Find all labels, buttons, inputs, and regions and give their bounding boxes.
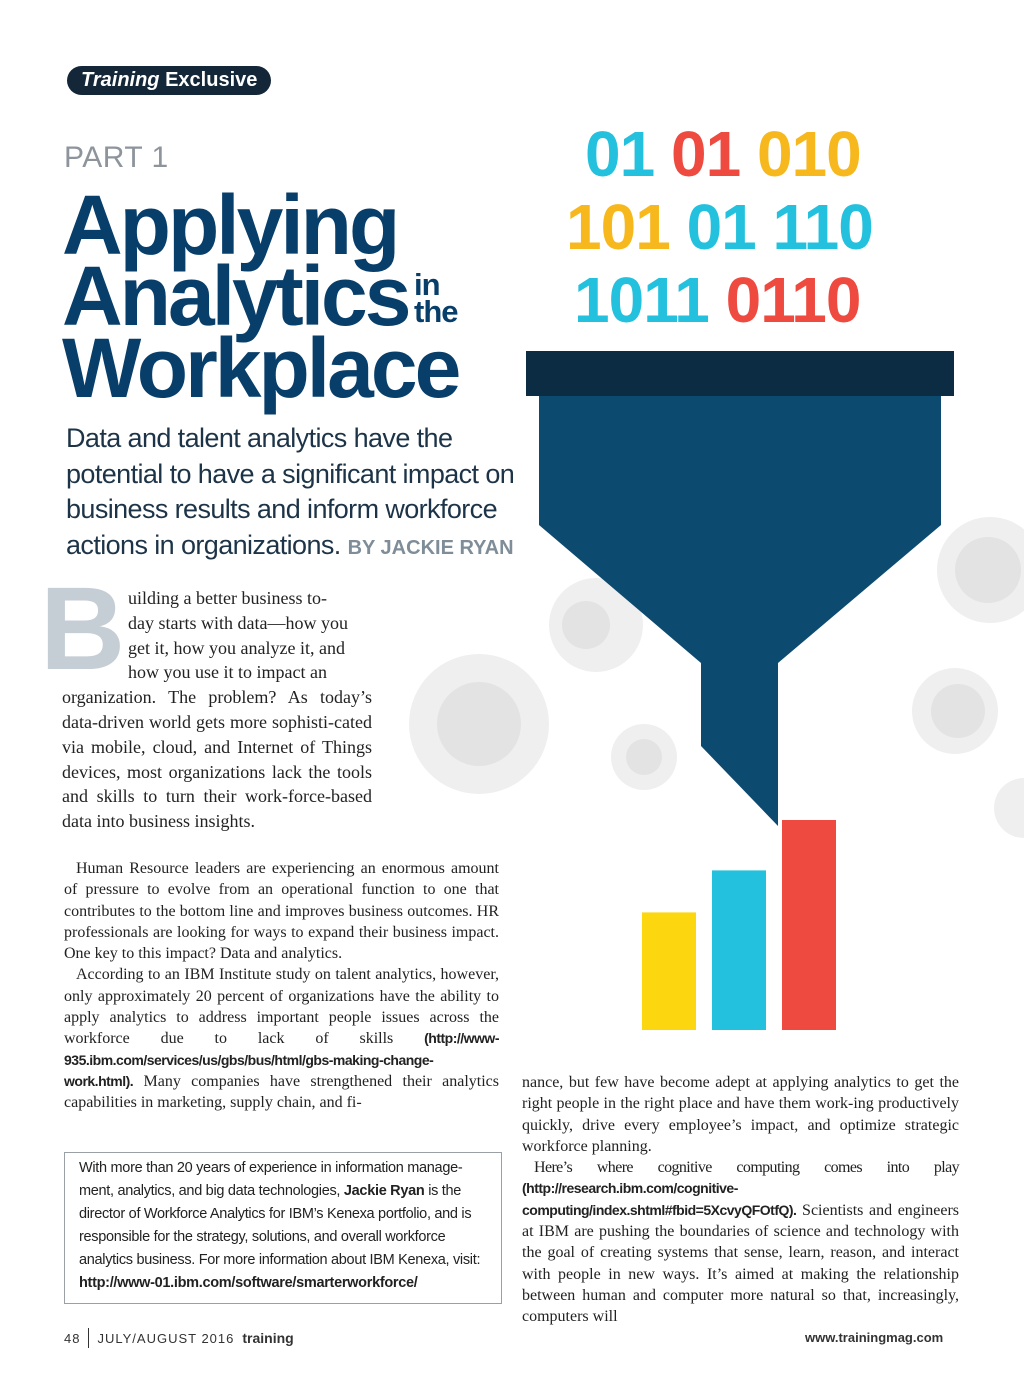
binary-chunk: 1011 [574,264,709,336]
binary-chunk: 0110 [725,264,861,336]
binary-chunk: 01 [686,191,756,263]
body-column-2 [522,1072,959,1328]
paragraph [522,1157,959,1327]
binary-chunk: 101 [566,191,670,263]
title-line-1: Applying [62,178,398,272]
paragraph-text: Scientists and engineers at IBM are pushing the boundaries of science and technology with the goal of creating systems that sense, learn, reason, and interact with people in new ways. It’s aimed at making the relationship between human and computer more natural so that, increasingly, computers will [522,1201,959,1326]
intro-line: how you use it to impact an [128,662,327,683]
title-line-2: Analytics [62,249,409,343]
funnel-body [539,396,941,826]
deck-text: Data and talent analytics have the potential to have a significant impact on business results and inform workforce actions in organizations. [66,423,515,560]
funnel-illustration [520,345,960,835]
author-bio-box [64,1152,502,1304]
paragraph: nance, but few have become adept at applying analytics to get the right people in the right place and have them work-ing productively quickly, drive every employee’s impact, and optimize strategic workforce planning. [522,1074,959,1155]
binary-row-1 [585,118,861,190]
intro-rest: organization. The problem? As today’s data-driven world gets more sophisti-cated via mobile, cloud, and Internet of Things devices, most organizations lack the tools and skills to turn their work-force-based data into business insights. [62,687,372,832]
badge-rest: Exclusive [165,69,258,91]
ibm-kenexa-link[interactable]: http://www-01.ibm.com/software/smarterworkforce/ [79,1275,418,1291]
section-badge [67,66,271,95]
drop-cap: B [40,563,126,695]
author-name: Jackie Ryan [343,1183,425,1199]
title-the: the [414,294,458,329]
paragraph [64,964,499,1113]
page-number: 48 [64,1330,81,1346]
binary-chunk: 01 [585,118,655,190]
issue-date: JULY/AUGUST 2016 [97,1330,235,1346]
intro-line: day starts with data—how you [128,612,348,633]
bar [642,912,696,1030]
magazine-name: training [242,1330,294,1346]
title-in-the [414,267,458,329]
binary-row-2 [566,191,873,263]
footer-divider [88,1328,89,1348]
article-deck [66,421,526,566]
binary-chunk: 110 [772,191,873,263]
binary-chunk: 010 [756,118,861,190]
decor-circle [994,778,1024,838]
byline: BY JACKIE RYAN [347,536,514,559]
bio-text: With more than 20 years of experience in information manage-ment, analytics, and big data technologies, [79,1160,463,1199]
intro-paragraph [62,586,372,834]
title-line-3: Workplace [62,321,459,415]
paragraph-text: Here’s where cognitive computing comes into play [534,1159,959,1177]
part-label: PART 1 [64,141,169,174]
title-in: in [414,267,440,302]
bar [782,820,836,1030]
body-column-1 [64,858,499,1114]
bar [712,870,766,1030]
intro-line: uilding a better business to- [128,588,327,608]
bio-text: is the director of Workforce Analytics for IBM’s Kenexa portfolio, and is responsible for the strategy, solutions, and overall workforce analytics business. For more information about IBM Kenexa, visit: [79,1183,481,1268]
page-footer-left [64,1328,294,1348]
intro-line: get it, how you analyze it, and [128,637,345,658]
paragraph: Human Resource leaders are experiencing an enormous amount of pressure to evolve from an operational function to one that contributes to the bottom line and improves business outcomes. HR professionals are looking for ways to expand their business impact. One key to this impact? Data and analytics. [64,860,499,963]
bar-chart-illustration [630,820,850,1032]
cognitive-computing-link[interactable]: (http://research.ibm.com/cognitive-computing/index.shtml#fbid=5XcvyQFOtfQ). [522,1180,797,1218]
ibm-study-link[interactable]: (http://www-935.ibm.com/services/us/gbs/bus/html/gbs-making-change-work.html). [64,1030,499,1089]
paragraph-text: According to an IBM Institute study on talent analytics, however, only approximately 20 percent of organizations have the ability to apply analytics to address important people issues across the workforce due to lack of skills [64,966,499,1048]
website-url[interactable]: www.trainingmag.com [805,1330,944,1345]
paragraph-text: Many companies have strengthened their analytics capabilities in marketing, supply chain, and fi- [64,1072,500,1112]
binary-row-3 [574,264,861,336]
binary-chunk: 01 [670,118,741,190]
badge-italic: Training [81,69,160,91]
funnel-rim [526,351,954,396]
